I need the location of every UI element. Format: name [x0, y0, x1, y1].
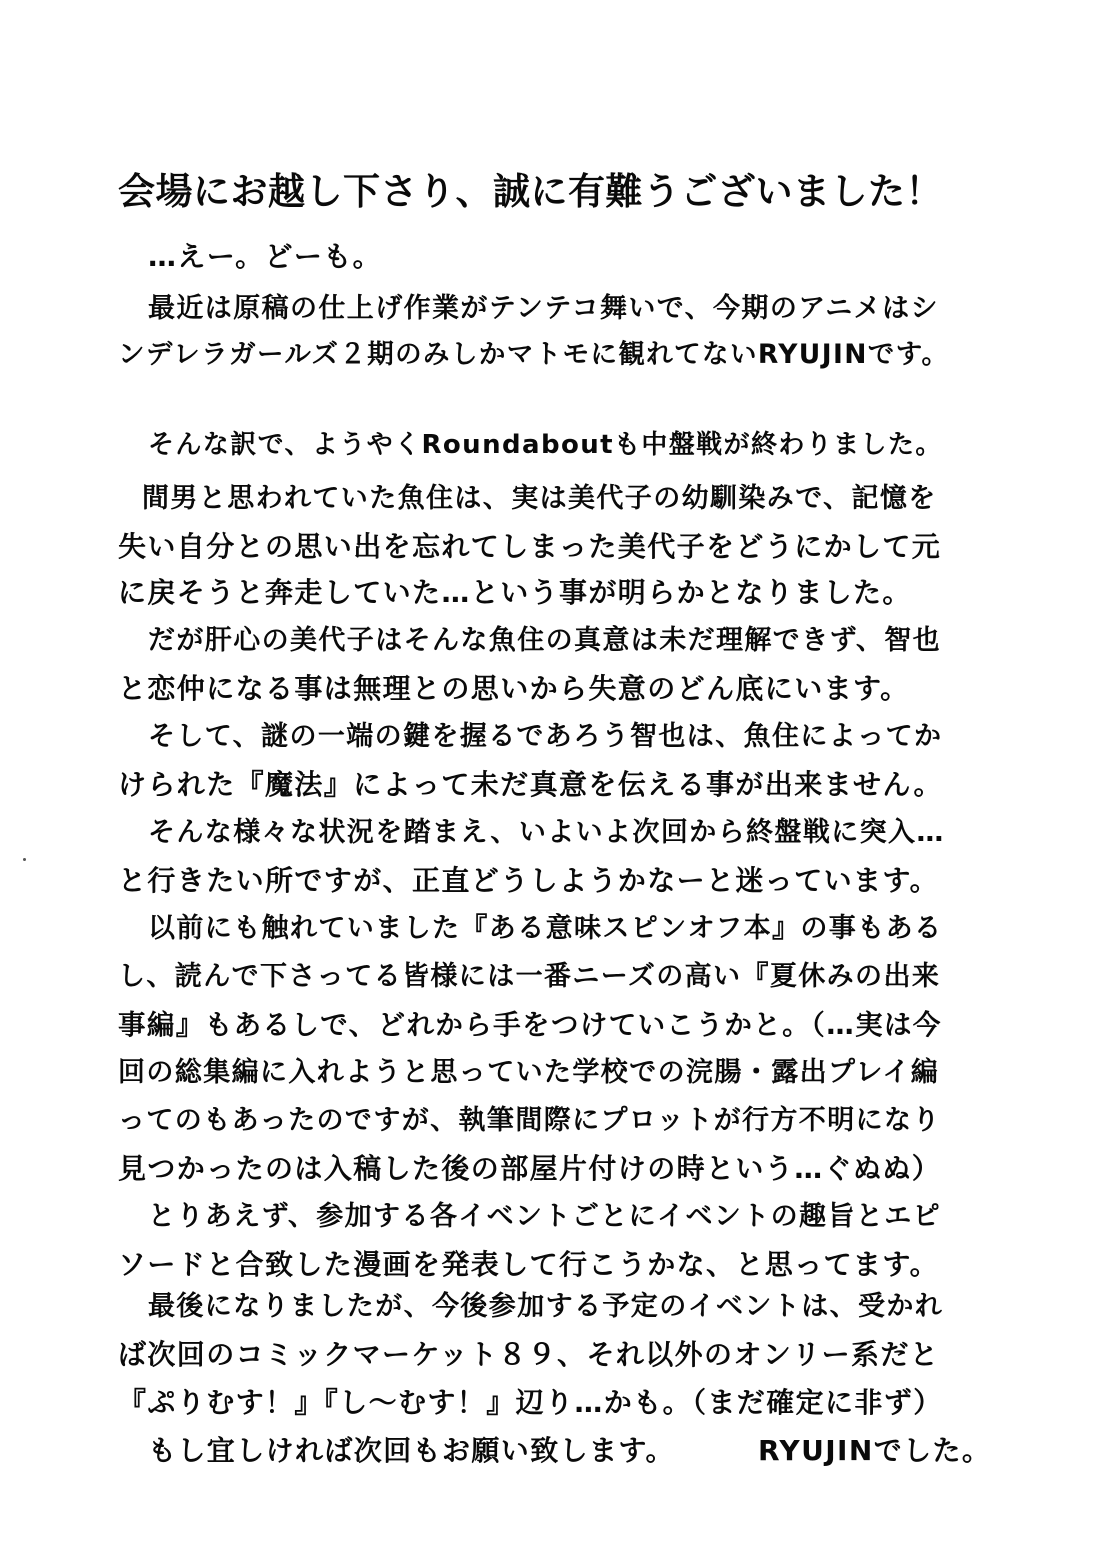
body-line: と恋仲になる事は無理との思いから失意のどん底にいます。 [118, 672, 910, 705]
signature: RYUJINでした。 [758, 1434, 992, 1467]
paper-speck [23, 858, 26, 861]
body-line: そして、謎の一端の鍵を握るであろう智也は、魚住によってか [148, 721, 943, 752]
body-line: 間男と思われていた魚住は、実は美代子の幼馴染みで、記憶を [142, 483, 937, 514]
body-line: に戻そうと奔走していた…という事が明らかとなりました。 [118, 576, 912, 609]
body-line: とりあえず、参加する各イベントごとにイベントの趣旨とエピ [148, 1201, 942, 1232]
body-line: 失い自分との思い出を忘れてしまった美代子をどうにかして元 [118, 530, 942, 563]
body-line: 以前にも触れていました『ある意味スピンオフ本』の事もある [148, 913, 943, 944]
body-line: けられた『魔法』によって未だ真意を伝える事が出来ません。 [118, 768, 943, 801]
body-line: 最後になりましたが、今後参加する予定のイベントは、受かれ [148, 1291, 944, 1322]
body-line: ば次回のコミックマーケット８９、それ以外のオンリー系だと [118, 1338, 940, 1371]
body-line: ソードと合致した漫画を発表して行こうかな、と思ってます。 [118, 1248, 939, 1281]
body-line: …えー。どーも。 [148, 240, 383, 273]
body-line: 『ぷりむす！』『し～むす！』辺り…かも。（まだ確定に非ず） [118, 1386, 943, 1419]
body-line: 回の総集編に入れようと思っていた学校での浣腸・露出プレイ編 [118, 1057, 940, 1088]
body-line: 見つかったのは入稿した後の部屋片付けの時という…ぐぬぬ） [118, 1152, 942, 1185]
body-line: し、読んで下さってる皆様には一番ニーズの高い『夏休みの出来 [118, 961, 941, 992]
body-line: ってのもあったのですが、執筆間際にプロットが行方不明になり [118, 1105, 941, 1136]
body-line: もし宜しければ次回もお願い致します。 [148, 1434, 675, 1467]
body-line: ンデレラガールズ２期のみしかマトモに観れてないRYUJINです。 [118, 339, 950, 370]
body-line: 最近は原稿の仕上げ作業がテンテコ舞いで、今期のアニメはシ [148, 293, 939, 324]
page-title: 会場にお越し下さり、誠に有難うございました！ [118, 170, 943, 213]
body-line: 事編』もあるしで、どれから手をつけていこうかと。（…実は今 [118, 1009, 942, 1041]
body-line: だが肝心の美代子はそんな魚住の真意は未だ理解できず、智也 [148, 625, 942, 656]
body-line: そんな訳で、ようやくRoundaboutも中盤戦が終わりました。 [148, 430, 943, 460]
body-line: と行きたい所ですが、正直どうしようかなーと迷っています。 [118, 864, 939, 897]
body-line: そんな様々な状況を踏まえ、いよいよ次回から終盤戦に突入… [148, 817, 945, 848]
